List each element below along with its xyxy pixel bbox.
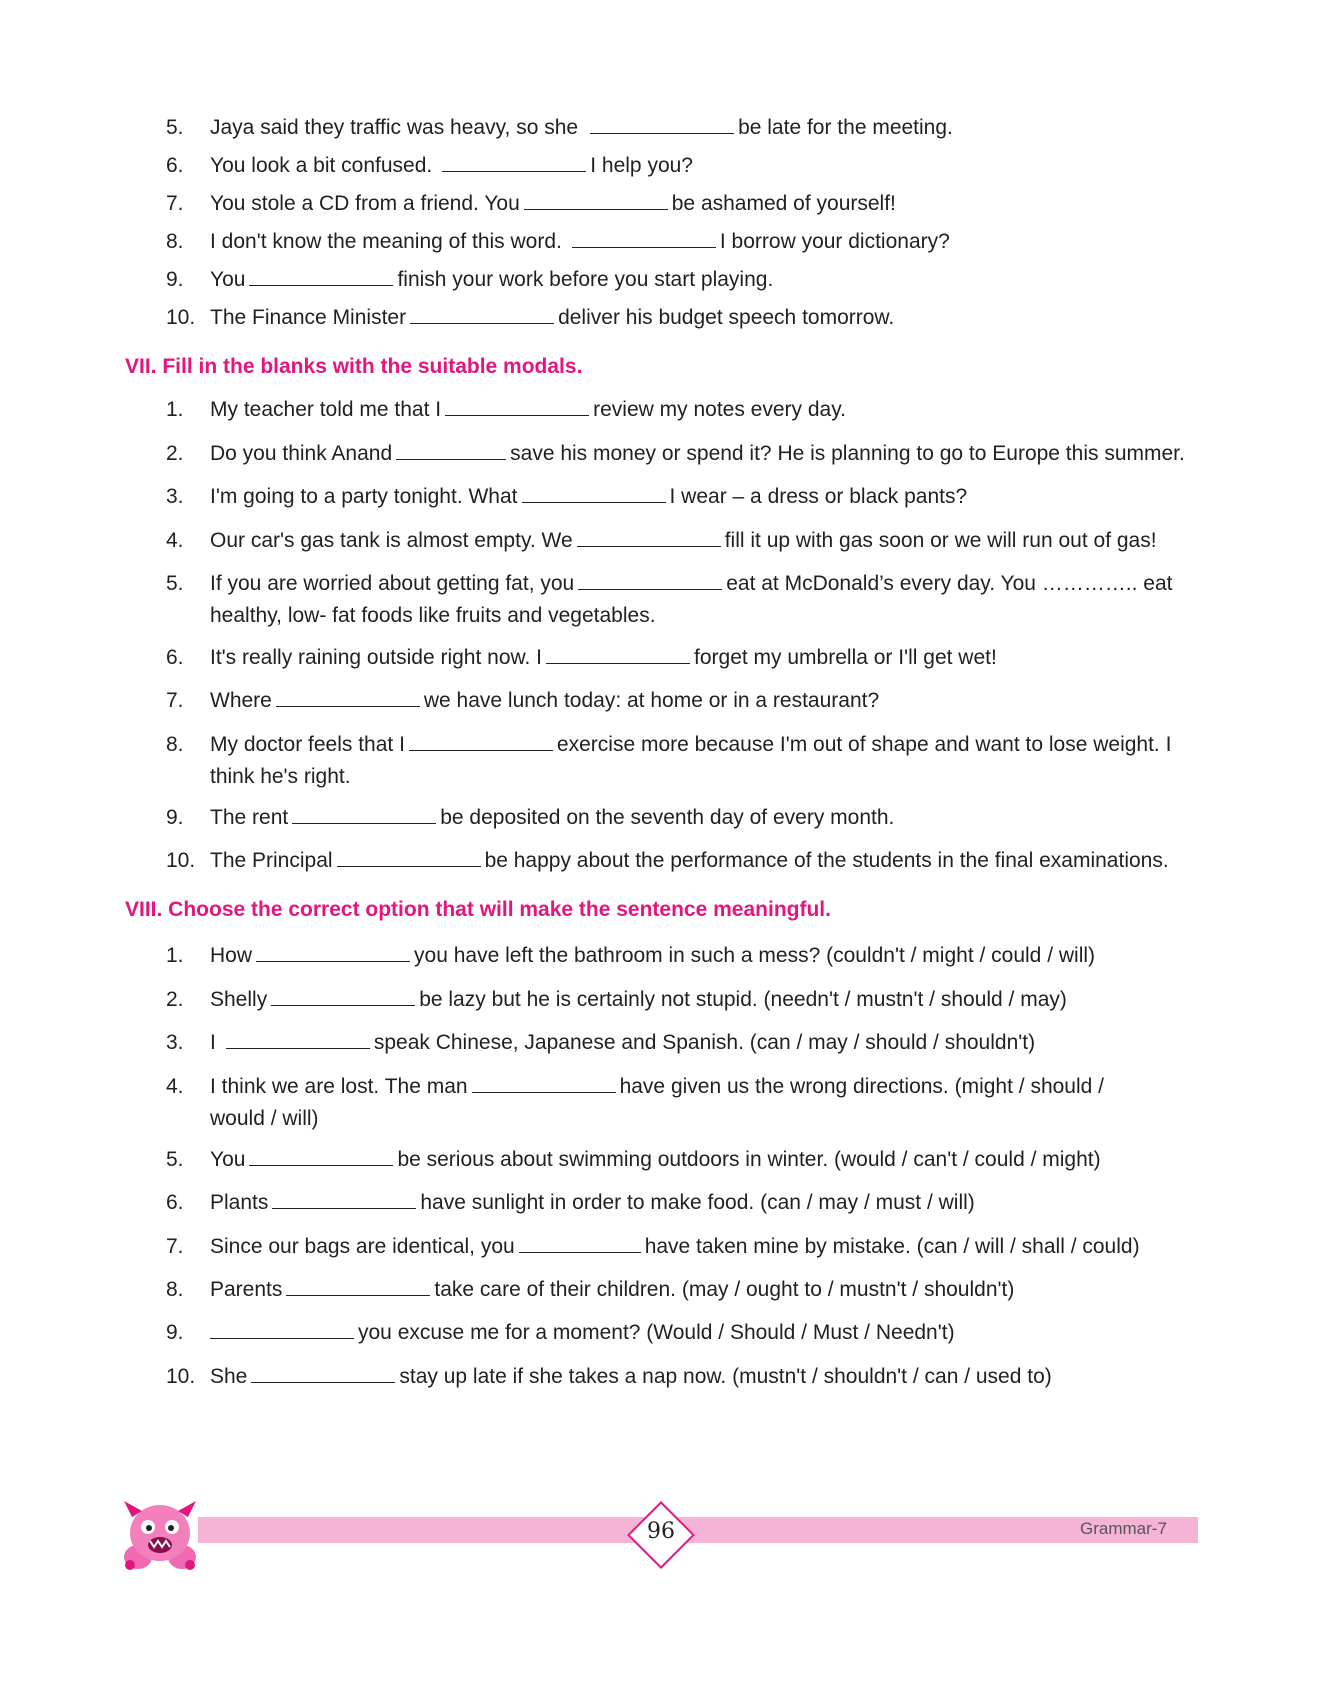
answer-blank[interactable] xyxy=(445,395,589,416)
answer-blank[interactable] xyxy=(472,1072,616,1093)
question-text-before: You xyxy=(210,1148,246,1171)
question-text-before: If you are worried about getting fat, you xyxy=(210,572,575,595)
question-text-after: I help you? xyxy=(590,154,693,177)
question-number: 3. xyxy=(166,1031,184,1054)
answer-blank[interactable] xyxy=(271,985,415,1006)
question-text-after: have given us the wrong directions. (might / should / xyxy=(619,1075,1105,1098)
question-text-after: be late for the meeting. xyxy=(738,116,953,139)
question-number: 9. xyxy=(166,806,184,829)
question-number: 9. xyxy=(166,1321,184,1344)
answer-blank[interactable] xyxy=(249,265,393,286)
question-text-after: be happy about the performance of the students in the final examinations. xyxy=(484,849,1169,872)
book-title: Grammar-7 xyxy=(1080,1519,1167,1538)
question-number: 4. xyxy=(166,1075,184,1098)
question-text-after: stay up late if she takes a nap now. (mustn't / shouldn't / can / used to) xyxy=(399,1365,1052,1388)
answer-blank[interactable] xyxy=(524,189,668,210)
answer-blank[interactable] xyxy=(590,113,734,134)
question-text-line2: would / will) xyxy=(210,1107,319,1130)
question-text-after: forget my umbrella or I'll get wet! xyxy=(694,646,997,669)
question-number: 10. xyxy=(166,306,196,329)
question-number: 7. xyxy=(166,192,184,215)
answer-blank[interactable] xyxy=(572,227,716,248)
question-number: 5. xyxy=(166,1148,184,1171)
section-heading-vii: VII. Fill in the blanks with the suitable modals. xyxy=(125,355,583,378)
question-text-after: we have lunch today: at home or in a restaurant? xyxy=(423,689,880,712)
question-text-after: exercise more because I'm out of shape and want to lose weight. I xyxy=(556,733,1172,756)
question-text-after: I wear – a dress or black pants? xyxy=(669,485,968,508)
question-number: 1. xyxy=(166,944,184,967)
question-text-after: eat at McDonald’s every day. You ………….. eat xyxy=(726,572,1173,595)
question-text-before: Since our bags are identical, you xyxy=(210,1235,515,1258)
question-text-before: The Finance Minister xyxy=(210,306,407,329)
answer-blank[interactable] xyxy=(442,151,586,172)
footer-band xyxy=(198,1517,1198,1543)
question-text-after: have sunlight in order to make food. (can / may / must / will) xyxy=(420,1191,975,1214)
question-number: 4. xyxy=(166,529,184,552)
question-text-after: speak Chinese, Japanese and Spanish. (can / may / should / shouldn't) xyxy=(373,1031,1036,1054)
question-text-before: You xyxy=(210,268,246,291)
answer-blank[interactable] xyxy=(256,941,410,962)
question-text-after: have taken mine by mistake. (can / will / shall / could) xyxy=(644,1235,1140,1258)
question-text-before: How xyxy=(210,944,253,967)
question-text-before: My teacher told me that I xyxy=(210,398,442,421)
answer-blank[interactable] xyxy=(519,1232,641,1253)
answer-blank[interactable] xyxy=(577,526,721,547)
question-text-before: The Principal xyxy=(210,849,333,872)
question-text-after: be lazy but he is certainly not stupid. (needn't / mustn't / should / may) xyxy=(419,988,1067,1011)
question-text-before: I don't know the meaning of this word. xyxy=(210,230,562,253)
question-text-before: Do you think Anand xyxy=(210,442,393,465)
answer-blank[interactable] xyxy=(286,1275,430,1296)
question-text-after: take care of their children. (may / ought to / mustn't / shouldn't) xyxy=(434,1278,1015,1301)
question-text-before: I xyxy=(210,1031,216,1054)
question-text-after: you excuse me for a moment? (Would / Should / Must / Needn't) xyxy=(358,1321,955,1344)
question-text-after: be serious about swimming outdoors in winter. (would / can't / could / might) xyxy=(397,1148,1101,1171)
page-number: 96 xyxy=(647,1519,675,1544)
question-number: 8. xyxy=(166,230,184,253)
answer-blank[interactable] xyxy=(409,730,553,751)
answer-blank[interactable] xyxy=(276,686,420,707)
answer-blank[interactable] xyxy=(292,803,436,824)
question-text-after: fill it up with gas soon or we will run out of gas! xyxy=(724,529,1157,552)
question-text-before: You stole a CD from a friend. You xyxy=(210,192,520,215)
question-number: 10. xyxy=(166,1365,196,1388)
question-text-before: I'm going to a party tonight. What xyxy=(210,485,518,508)
question-number: 2. xyxy=(166,442,184,465)
question-number: 5. xyxy=(166,116,184,139)
question-text-before: Jaya said they traffic was heavy, so she xyxy=(210,116,579,139)
answer-blank[interactable] xyxy=(522,482,666,503)
question-number: 5. xyxy=(166,572,184,595)
question-text-after: review my notes every day. xyxy=(593,398,846,421)
question-text-before: Our car's gas tank is almost empty. We xyxy=(210,529,573,552)
question-number: 6. xyxy=(166,1191,184,1214)
question-number: 1. xyxy=(166,398,184,421)
question-number: 7. xyxy=(166,689,184,712)
answer-blank[interactable] xyxy=(546,643,690,664)
question-text-after: finish your work before you start playing. xyxy=(397,268,774,291)
question-text-after: be deposited on the seventh day of every month. xyxy=(440,806,895,829)
question-text-before: Parents xyxy=(210,1278,283,1301)
question-text-line2: healthy, low- fat foods like fruits and vegetables. xyxy=(210,604,656,627)
question-text-before: It's really raining outside right now. I xyxy=(210,646,543,669)
answer-blank[interactable] xyxy=(337,846,481,867)
question-number: 6. xyxy=(166,646,184,669)
question-number: 2. xyxy=(166,988,184,1011)
answer-blank[interactable] xyxy=(249,1145,393,1166)
question-number: 7. xyxy=(166,1235,184,1258)
answer-blank[interactable] xyxy=(272,1188,416,1209)
question-text-line2: think he's right. xyxy=(210,765,351,788)
question-text-before: Shelly xyxy=(210,988,268,1011)
answer-blank[interactable] xyxy=(410,303,554,324)
question-text-before: She xyxy=(210,1365,248,1388)
question-number: 3. xyxy=(166,485,184,508)
answer-blank[interactable] xyxy=(396,439,506,460)
question-text-before: Where xyxy=(210,689,272,712)
question-text-after: be ashamed of yourself! xyxy=(671,192,896,215)
question-text-after: save his money or spend it? He is planning to go to Europe this summer. xyxy=(510,442,1185,465)
question-text-before: The rent xyxy=(210,806,289,829)
question-text-before: You look a bit confused. xyxy=(210,154,433,177)
section-heading-viii: VIII. Choose the correct option that will make the sentence meaningful. xyxy=(125,898,831,921)
pink-monster-mascot-icon xyxy=(118,1495,202,1575)
answer-blank[interactable] xyxy=(226,1028,370,1049)
answer-blank[interactable] xyxy=(251,1362,395,1383)
answer-blank[interactable] xyxy=(578,569,722,590)
question-number: 8. xyxy=(166,733,184,756)
answer-blank[interactable] xyxy=(210,1318,354,1339)
question-number: 10. xyxy=(166,849,196,872)
question-number: 8. xyxy=(166,1278,184,1301)
question-number: 9. xyxy=(166,268,184,291)
question-text-before: Plants xyxy=(210,1191,269,1214)
question-text-after: you have left the bathroom in such a mess? (couldn't / might / could / will) xyxy=(414,944,1096,967)
question-text-before: My doctor feels that I xyxy=(210,733,405,756)
question-text-before: I think we are lost. The man xyxy=(210,1075,468,1098)
question-number: 6. xyxy=(166,154,184,177)
question-text-after: deliver his budget speech tomorrow. xyxy=(558,306,895,329)
question-text-after: I borrow your dictionary? xyxy=(719,230,950,253)
